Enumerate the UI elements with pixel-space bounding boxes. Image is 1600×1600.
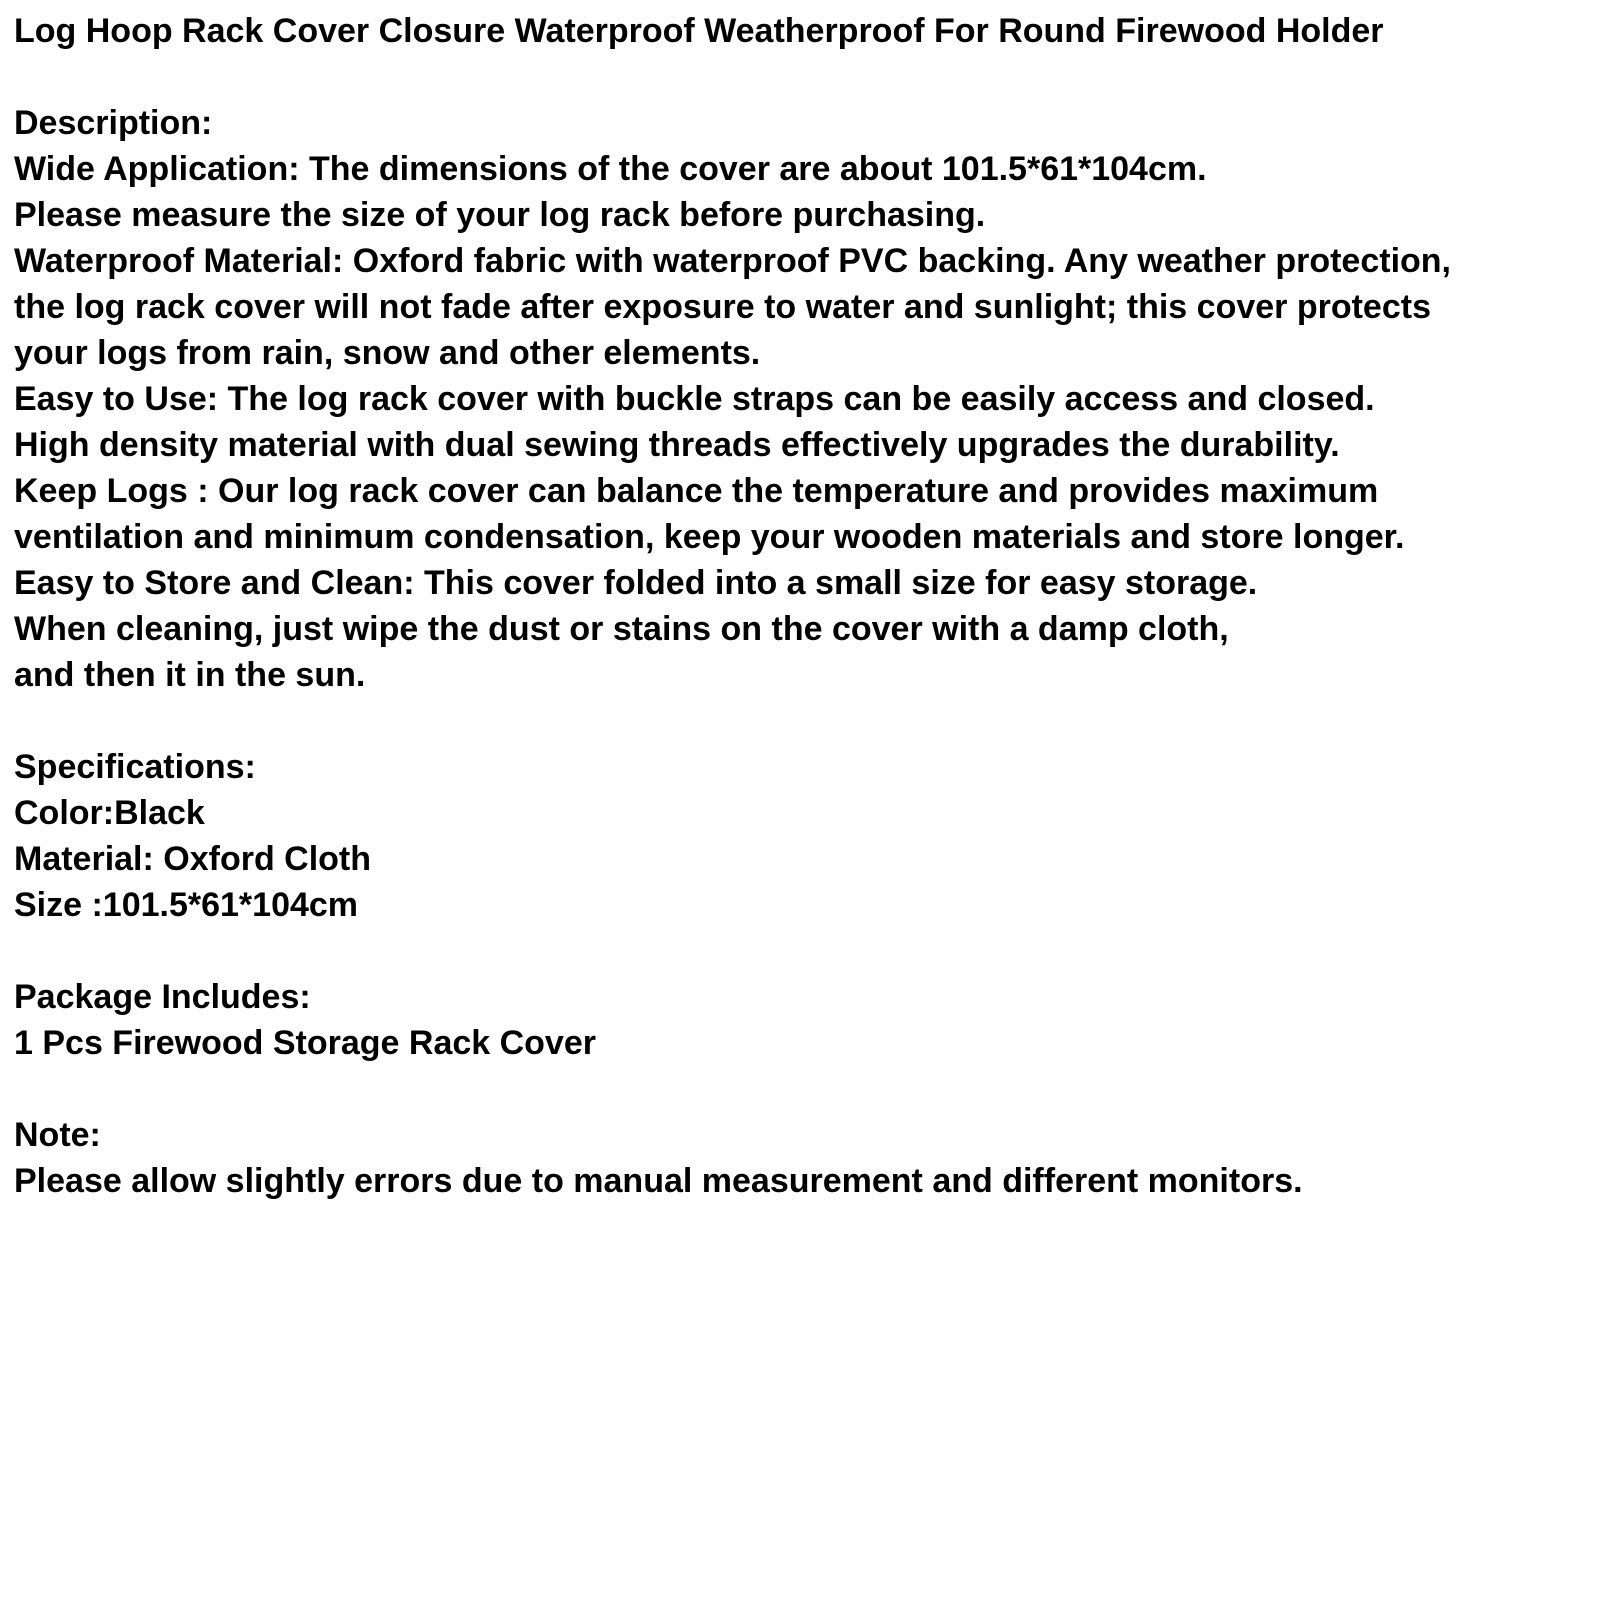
description-line: High density material with dual sewing threads effectively upgrades the durability. [14, 426, 1340, 464]
description-line: your logs from rain, snow and other elements. [14, 334, 761, 372]
spacer [14, 928, 1594, 974]
description-line: Keep Logs : Our log rack cover can balance the temperature and provides maximum [14, 472, 1379, 510]
package-item: 1 Pcs Firewood Storage Rack Cover [14, 1024, 596, 1062]
note-text: Please allow slightly errors due to manual measurement and different monitors. [14, 1162, 1303, 1200]
spec-material: Material: Oxford Cloth [14, 840, 372, 878]
description-line: When cleaning, just wipe the dust or stains on the cover with a damp cloth, [14, 610, 1229, 648]
product-description-document [14, 8, 1594, 1204]
description-line: Waterproof Material: Oxford fabric with waterproof PVC backing. Any weather protection, [14, 242, 1451, 280]
spacer [14, 54, 1594, 100]
description-line: Easy to Use: The log rack cover with buckle straps can be easily access and closed. [14, 380, 1375, 418]
spacer [14, 1066, 1594, 1112]
spacer [14, 698, 1594, 744]
specifications-heading: Specifications: [14, 748, 256, 786]
description-line: the log rack cover will not fade after exposure to water and sunlight; this cover protects [14, 288, 1431, 326]
product-title: Log Hoop Rack Cover Closure Waterproof Weatherproof For Round Firewood Holder [14, 12, 1384, 50]
package-heading: Package Includes: [14, 978, 311, 1016]
description-line: Wide Application: The dimensions of the cover are about 101.5*61*104cm. [14, 150, 1207, 188]
description-line: Please measure the size of your log rack before purchasing. [14, 196, 986, 234]
description-line: ventilation and minimum condensation, keep your wooden materials and store longer. [14, 518, 1405, 556]
spec-color: Color:Black [14, 794, 205, 832]
description-heading: Description: [14, 104, 213, 142]
description-line: and then it in the sun. [14, 656, 366, 694]
spec-size: Size :101.5*61*104cm [14, 886, 359, 924]
note-heading: Note: [14, 1116, 101, 1154]
description-line: Easy to Store and Clean: This cover folded into a small size for easy storage. [14, 564, 1258, 602]
